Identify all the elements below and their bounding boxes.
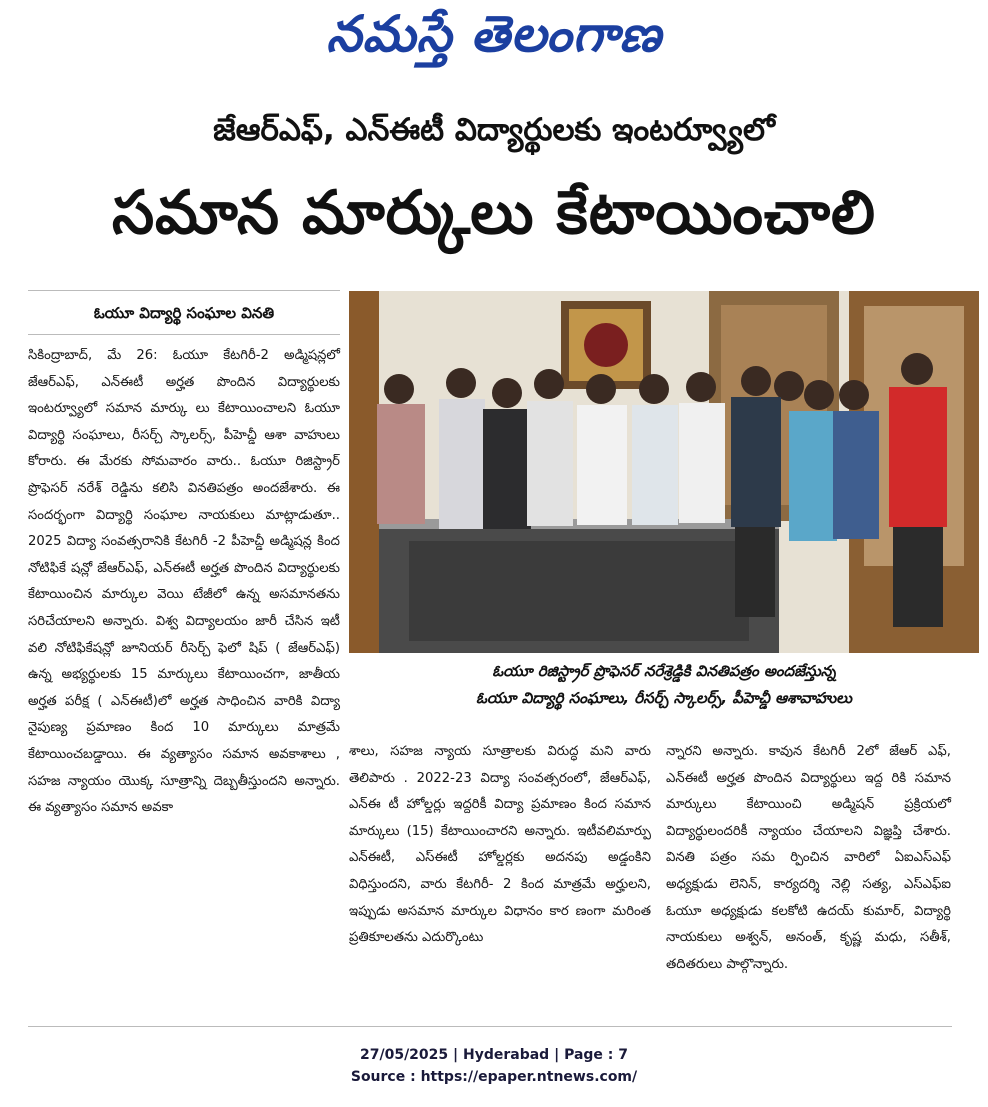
- photo-caption: [349, 658, 979, 712]
- subheadline: ఓయూ విద్యార్థి సంఘాల వినతి: [93, 304, 275, 322]
- headline-kicker: జేఆర్ఎఫ్, ఎన్ఈటీ విద్యార్థులకు ఇంటర్వ్యూలో: [213, 112, 775, 148]
- news-photo: [349, 291, 979, 653]
- article-column-3: న్నారని అన్నారు. కావున కేటగిరీ 2లో జేఆర్ ఎఫ్, ఎన్ఈటీ అర్హత పొందిన విద్యార్థులు ఇద్ద రికి సమాన మార్కులు కేటాయించి అడ్మిషన్ ప్రక్రియలో విద్యార్థులందరికీ న్యాయం చేయాలని విజ్ఞప్తి చేశారు. వినతి పత్రం సమ ర్పించిన వారిలో ఏఐఎస్ఎఫ్ అధ్యక్షుడు లెనిన్, కార్యదర్శి నెల్లి సత్య, ఎస్ఎఫ్ఐ ఓయూ అధ్యక్షుడు కలకోటి ఉదయ్ కుమార్, విద్యార్థి నాయకులు అశ్వన్, అనంత్, కృష్ణ మధు, సతీశ్, తదితరులు పాల్గొన్నారు.: [666, 744, 951, 972]
- top-rule: [28, 290, 340, 291]
- footer-date-line: 27/05/2025 | Hyderabad | Page : 7: [359, 1047, 629, 1063]
- masthead-logo: నమస్తే తెలంగాణ: [326, 4, 662, 63]
- subhead-rule: [28, 334, 340, 335]
- footer: [0, 1044, 988, 1088]
- caption-line-1: ఓయూ రిజిస్ట్రార్ ప్రొఫెసర్ నరేశ్రెడ్డికి వినతిపత్రం అందజేస్తున్న: [492, 662, 836, 680]
- article-column-1: సికింద్రాబాద్, మే 26: ఓయూ కేటగిరీ-2 అడ్మిషన్లలో జేఆర్ఎఫ్, ఎన్ఈటీ అర్హత పొందిన విద్యార్థులకు ఇంటర్వ్యూలో సమాన మార్కు లు కేటాయించాలని ఓయూ విద్యార్థి సంఘాలు, రీసర్చ్ స్కాలర్స్, పీహెచ్డీ ఆశా వాహులు కోరారు. ఈ మేరకు సోమవారం వారు.. ఓయూ రిజిస్ట్రార్ ప్రొఫెసర్ నరేశ్ రెడ్డిను కలిసి వినతిపత్రం అందజేశారు. ఈ సందర్భంగా విద్యార్థి సంఘాల నాయకులు మాట్లాడుతూ.. 2025 విద్యా సంవత్సరానికి కేటగిరీ -2 పీహెచ్డీ అడ్మిషన్ల కింద నోటిఫికే షన్లో జేఆర్ఎఫ్, ఎన్ఈటీ అర్హత పొందిన విద్యార్థులకు కేటాయించిన మార్కుల వెయి టేజీలో ఉన్న అసమానతను సరిచేయాలని అన్నారు. విశ్వ విద్యాలయం జారీ చేసిన ఇటీ వలి నోటిఫికేషన్లో జూనియర్ రీసెర్చ్ ఫెలో షిప్ ( జేఆర్ఎఫ్) ఉన్న అభ్యర్థులకు 15 మార్కులు కేటాయించగా, జాతీయ అర్హత పరీక్ష ( ఎన్ఈటీ)లో అర్హత సాధించిన వారికి విద్యా నైపుణ్య ప్రమాణం కింద 10 మార్కులు మాత్రమే కేటాయించబడ్డాయి. ఈ వ్యత్యాసం సమాన అవకాశాలు , సహజ న్యాయం యొక్క సూత్రాన్ని దెబ్బతీస్తుందని అన్నారు. ఈ వ్యత్యాసం సమాన అవకా: [28, 348, 340, 816]
- bottom-rule: [28, 1026, 952, 1027]
- article-column-2: శాలు, సహజ న్యాయ సూత్రాలకు విరుద్ధ మని వారు తెలిపారు . 2022-23 విద్యా సంవత్సరంలో, జేఆర్ఎఫ్, ఎన్ఈ టీ హోల్డర్లు ఇద్దరికీ విద్యా ప్రమాణం కింద సమాన మార్కులు (15) కేటాయించారని అన్నారు. ఇటీవలిమార్పు ఎన్ఈటీ, ఎస్ఈటీ హోల్డర్లకు అదనపు అడ్డంకిని విధిస్తుందని, వారు కేటగిరీ- 2 కింద మాత్రమే అర్హులని, ఇప్పుడు అసమాన మార్కుల విధానం కార ణంగా మరింత ప్రతికూలతను ఎదుర్కొంటు: [349, 744, 651, 946]
- footer-source-link[interactable]: Source : https://epaper.ntnews.com/: [350, 1069, 638, 1085]
- group-photo-illustration: [349, 291, 979, 653]
- caption-line-2: ఓయూ విద్యార్థి సంఘాలు, రీసర్చ్ స్కాలర్స్, పీహెచ్డీ ఆశావాహులు: [475, 689, 853, 707]
- headline: సమాన మార్కులు కేటాయించాలి: [111, 178, 877, 248]
